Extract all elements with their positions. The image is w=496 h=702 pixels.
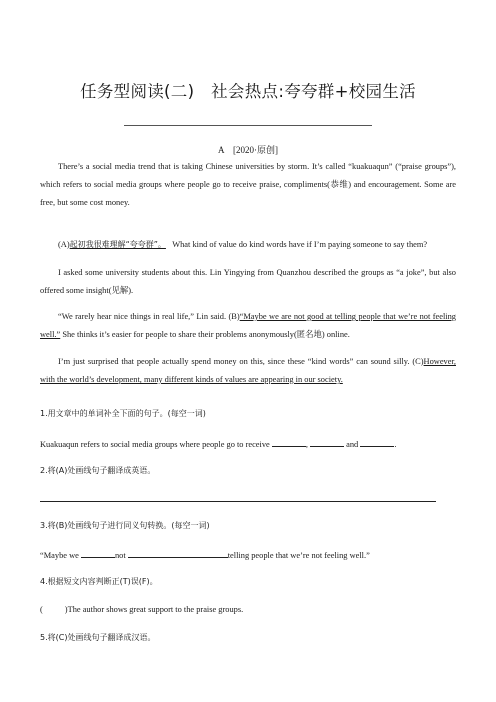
passage-paragraph-5 [40,353,456,389]
question-1-label: 1.用文章中的单词补全下面的句子。(每空一词) [40,409,206,418]
question-4-label: 4.根据短文内容判断正(T)误(F)。 [40,577,158,586]
paragraph-4-pre: “We rarely hear nice things in real life,” Lin said. (B) [58,312,240,321]
question-3-blank-2[interactable] [128,548,228,558]
question-3-blank-1[interactable] [81,548,115,558]
passage-paragraph-1: There’s a social media trend that is taking Chinese universities by storm. It’s called “kuakuaqun” (“praise groups”), which refers to social media groups where people go to receive praise, compliments(恭维) and encouragement. Some are free, but some cost money. [40,162,456,207]
question-4-bracket-close: ) [64,605,68,614]
marker-a: (A) [58,240,70,249]
question-3-sentence [40,548,456,562]
question-1-blank-3[interactable] [360,437,397,449]
question-3-label: 3.将(B)处画线句子进行同义句转换。(每空一词) [40,521,210,530]
question-1-blank-1[interactable] [272,437,306,447]
passage-paragraph-3: I asked some university students about this. Lin Yingying from Quanzhou described the groups as “a joke”, but also offered some insight(见解). [40,268,456,295]
paragraph-2-rest: What kind of value do kind words have if I’m paying someone to say them? [172,240,428,249]
question-4-bracket-open: ( [40,605,43,614]
paragraph-5-pre: I’m just surprised that people actually spend money on this, since these “kind words” can sound silly. (C) [58,357,424,366]
page-title: 任务型阅读(二) 社会热点:夸夸群+校园生活 [80,82,416,101]
question-2-label: 2.将(A)处画线句子翻译成英语。 [40,466,156,475]
underlined-sentence-a: 起初我很难理解“夸夸群”。 [69,240,166,249]
question-3-start: “Maybe we [40,551,79,560]
question-5-label: 5.将(C)处画线句子翻译成汉语。 [40,633,156,642]
paragraph-4-post: She thinks it’s easier for people to share their problems anonymously(匿名地) online. [60,330,350,339]
question-1-blank-2[interactable] [310,437,344,447]
question-1-end: . [394,440,397,449]
question-1-sentence [40,437,456,451]
question-4-statement: The author shows great support to the praise groups. [67,605,244,614]
underlined-sentence-b: “Maybe we are not good at telling people that we’re not feeling well.” [40,312,456,339]
underlined-sentence-c: However, with the world’s development, many different kinds of values are appearing in our society. [40,357,456,384]
title-divider [124,125,372,126]
passage-paragraph-2 [40,236,456,254]
question-1-comma: , [305,440,308,449]
question-3-end: telling people that we’re not feeling well.” [227,551,370,560]
passage-paragraph-4 [40,308,456,344]
section-label: A [2020·原创] [218,145,278,155]
question-1-and: and [346,440,359,449]
question-1-text: Kuakuaqun refers to social media groups where people go to receive [40,440,270,449]
question-4-item [40,604,456,616]
question-3-not: not [114,551,126,560]
question-2-answer-line[interactable] [40,501,436,502]
